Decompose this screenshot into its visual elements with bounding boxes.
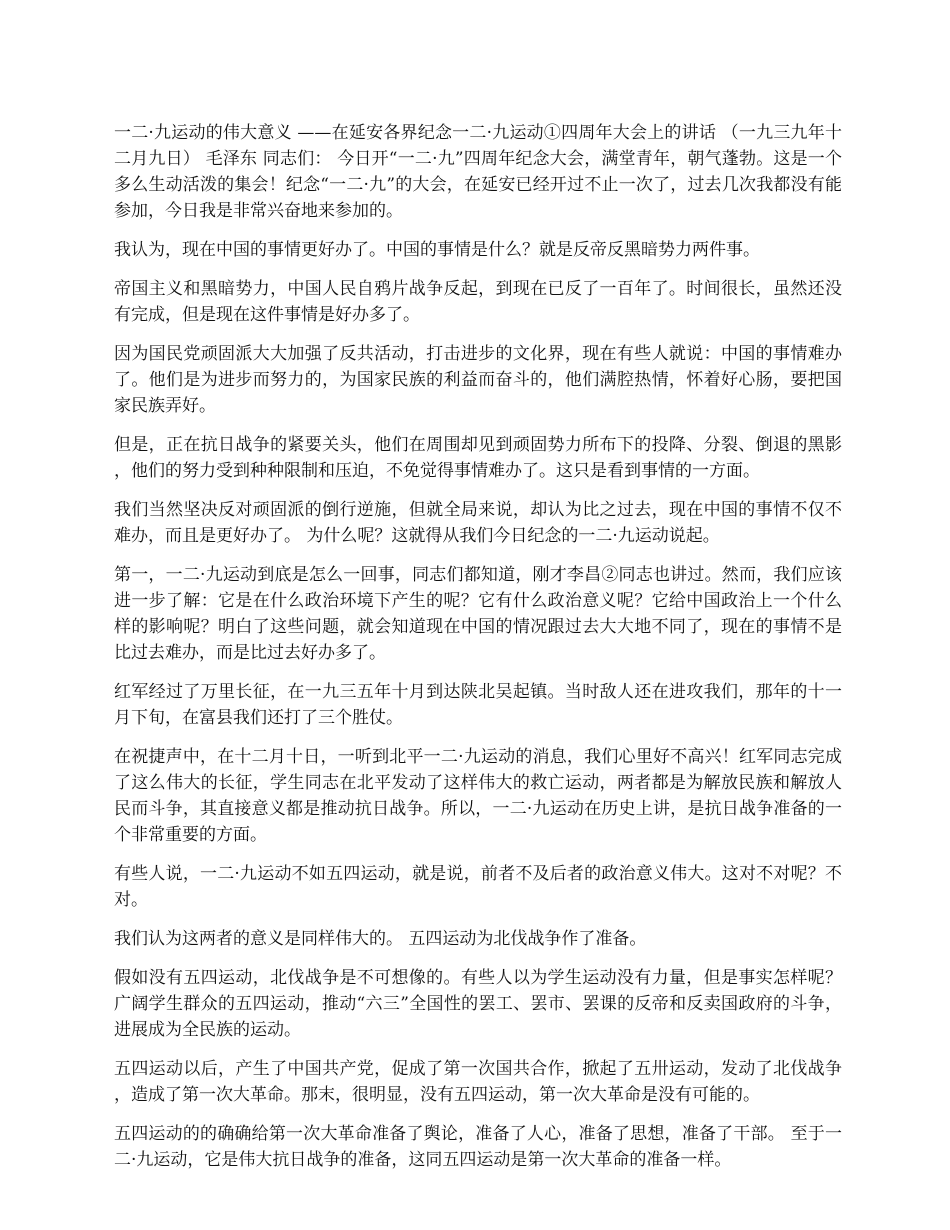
paragraph-4: 因为国民党顽固派大大加强了反共活动，打击进步的文化界，现在有些人就说：中国的事情难办了。他们是为进步而努力的，为国家民族的利益而奋斗的，他们满腔热情，怀着好心肠，要把国家民族弄好。: [114, 344, 842, 416]
paragraph-1: 一二·九运动的伟大意义 ——在延安各界纪念一二·九运动①四周年大会上的讲话 （一九三九年十二月九日） 毛泽东 同志们： 今日开“一二·九”四周年纪念大会，满堂青年，朝气蓬勃。这是一个多么生动活泼的集会！纪念“一二·九”的大会，在延安已经开过不止一次了，过去几次我都没有能参加，今日我是非常兴奋地来参加的。: [114, 123, 842, 221]
paragraph-6: 我们当然坚决反对顽固派的倒行逆施，但就全局来说，却认为比之过去，现在中国的事情不仅不难办，而且是更好办了。 为什么呢？这就得从我们今日纪念的一二·九运动说起。: [114, 500, 842, 546]
paragraph-5: 但是，正在抗日战争的紧要关头，他们在周围却见到顽固势力所布下的投降、分裂、倒退的黑影，他们的努力受到种种限制和压迫，不免觉得事情难办了。这只是看到事情的一方面。: [114, 435, 842, 481]
paragraph-12: 假如没有五四运动，北伐战争是不可想像的。有些人以为学生运动没有力量，但是事实怎样呢？广阔学生群众的五四运动，推动“六三”全国性的罢工、罢市、罢课的反帝和反卖国政府的斗争，进展成为全民族的运动。: [114, 968, 842, 1040]
paragraph-11: 我们认为这两者的意义是同样伟大的。 五四运动为北伐战争作了准备。: [114, 929, 647, 949]
paragraph-10: 有些人说，一二·九运动不如五四运动，就是说，前者不及后者的政治意义伟大。这对不对呢？不对。: [114, 864, 842, 910]
paragraph-7: 第一，一二·九运动到底是怎么一回事，同志们都知道，刚才李昌②同志也讲过。然而，我们应该进一步了解：它是在什么政治环境下产生的呢？它有什么政治意义呢？它给中国政治上一个什么样的影响呢？明白了这些问题，就会知道现在中国的情况跟过去大大地不同了，现在的事情不是比过去难办，而是比过去好办多了。: [114, 565, 842, 663]
paragraph-8: 红军经过了万里长征，在一九三五年十月到达陕北吴起镇。当时敌人还在进攻我们，那年的十一月下旬，在富县我们还打了三个胜仗。: [114, 682, 842, 728]
paragraph-9: 在祝捷声中，在十二月十日，一听到北平一二·九运动的消息，我们心里好不高兴！红军同志完成了这么伟大的长征，学生同志在北平发动了这样伟大的救亡运动，两者都是为解放民族和解放人民而斗争，其直接意义都是推动抗日战争。所以，一二·九运动在历史上讲，是抗日战争准备的一个非常重要的方面。: [114, 747, 842, 845]
paragraph-14: 五四运动的的确确给第一次大革命准备了舆论，准备了人心，准备了思想，准备了干部。 至于一二·九运动，它是伟大抗日战争的准备，这同五四运动是第一次大革命的准备一样。: [114, 1124, 842, 1170]
paragraph-2: 我认为，现在中国的事情更好办了。中国的事情是什么？就是反帝反黑暗势力两件事。: [114, 240, 760, 260]
document-page: [114, 120, 842, 1186]
paragraph-3: 帝国主义和黑暗势力，中国人民自鸦片战争反起，到现在已反了一百年了。时间很长，虽然还没有完成，但是现在这件事情是好办多了。: [114, 279, 842, 325]
paragraph-13: 五四运动以后，产生了中国共产党，促成了第一次国共合作，掀起了五卅运动，发动了北伐战争，造成了第一次大革命。那末，很明显，没有五四运动，第一次大革命是没有可能的。: [114, 1059, 842, 1105]
